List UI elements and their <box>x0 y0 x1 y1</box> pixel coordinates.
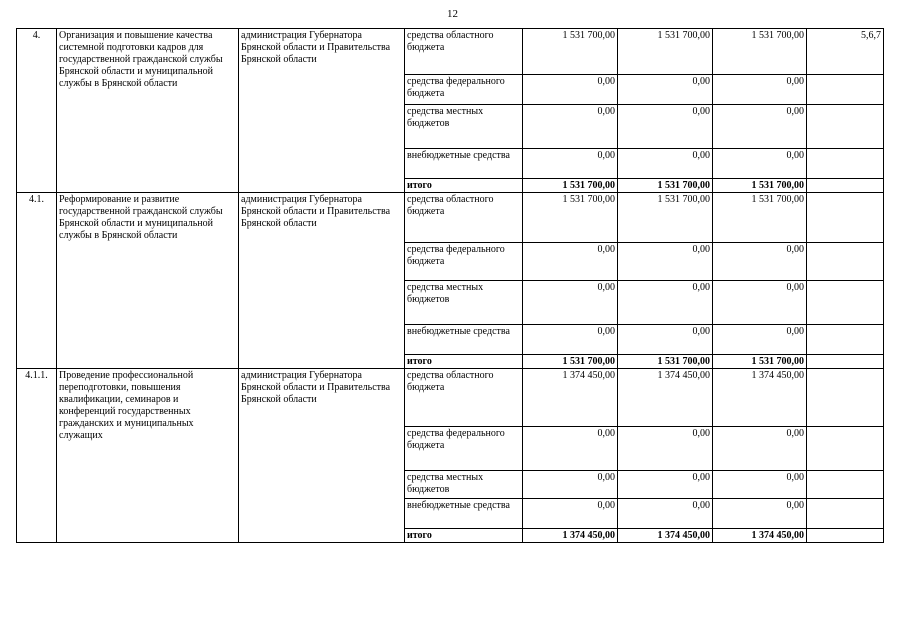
item-note-empty <box>807 105 884 149</box>
amount-year-1: 1 531 700,00 <box>523 193 618 243</box>
amount-year-3: 0,00 <box>713 325 807 355</box>
funding-source: средства местных бюджетов <box>405 105 523 149</box>
amount-year-3: 0,00 <box>713 243 807 281</box>
amount-year-2: 0,00 <box>618 281 713 325</box>
item-note-empty <box>807 499 884 529</box>
item-note: 5,6,7 <box>807 29 884 75</box>
item-note-empty <box>807 75 884 105</box>
amount-year-1: 0,00 <box>523 149 618 179</box>
amount-year-2: 0,00 <box>618 75 713 105</box>
amount-year-2: 0,00 <box>618 499 713 529</box>
funding-source: средства федерального бюджета <box>405 243 523 281</box>
item-name: Проведение профессиональной переподготовки, повышения квалификации, семинаров и конференций государственных гражданских и муниципальных служащих <box>57 369 239 543</box>
amount-year-1: 0,00 <box>523 243 618 281</box>
table-row <box>17 193 884 243</box>
amount-year-2: 0,00 <box>618 105 713 149</box>
amount-year-3: 0,00 <box>713 281 807 325</box>
item-number: 4. <box>17 29 57 193</box>
amount-year-2: 0,00 <box>618 427 713 471</box>
amount-year-1: 0,00 <box>523 281 618 325</box>
item-note-empty <box>807 529 884 543</box>
item-executor: администрация Губернатора Брянской области и Правительства Брянской области <box>239 193 405 369</box>
amount-year-2: 0,00 <box>618 243 713 281</box>
funding-source: средства областного бюджета <box>405 29 523 75</box>
amount-year-3: 1 374 450,00 <box>713 369 807 427</box>
amount-year-2: 1 374 450,00 <box>618 369 713 427</box>
funding-source: внебюджетные средства <box>405 325 523 355</box>
item-executor: администрация Губернатора Брянской области и Правительства Брянской области <box>239 369 405 543</box>
amount-year-3: 1 531 700,00 <box>713 29 807 75</box>
funding-source: средства местных бюджетов <box>405 471 523 499</box>
amount-year-3: 0,00 <box>713 499 807 529</box>
amount-year-3: 0,00 <box>713 427 807 471</box>
amount-year-3: 0,00 <box>713 75 807 105</box>
amount-year-1: 0,00 <box>523 427 618 471</box>
amount-year-1: 1 374 450,00 <box>523 369 618 427</box>
item-note <box>807 193 884 243</box>
item-number: 4.1.1. <box>17 369 57 543</box>
amount-year-2: 0,00 <box>618 325 713 355</box>
amount-year-2: 1 531 700,00 <box>618 355 713 369</box>
amount-year-1: 1 531 700,00 <box>523 355 618 369</box>
funding-source: итого <box>405 529 523 543</box>
funding-source: средства местных бюджетов <box>405 281 523 325</box>
amount-year-2: 1 531 700,00 <box>618 193 713 243</box>
item-note-empty <box>807 243 884 281</box>
funding-source: средства областного бюджета <box>405 193 523 243</box>
funding-source: итого <box>405 179 523 193</box>
amount-year-3: 1 374 450,00 <box>713 529 807 543</box>
item-note-empty <box>807 179 884 193</box>
page-number: 12 <box>447 8 458 20</box>
amount-year-3: 1 531 700,00 <box>713 193 807 243</box>
funding-source: средства федерального бюджета <box>405 427 523 471</box>
item-note-empty <box>807 281 884 325</box>
amount-year-3: 0,00 <box>713 149 807 179</box>
amount-year-1: 0,00 <box>523 105 618 149</box>
item-executor: администрация Губернатора Брянской области и Правительства Брянской области <box>239 29 405 193</box>
item-name: Организация и повышение качества системной подготовки кадров для государственной гражданской службы Брянской области и муниципальной службы в Брянской области <box>57 29 239 193</box>
item-name: Реформирование и развитие государственной гражданской службы Брянской области и муниципальной службы в Брянской области <box>57 193 239 369</box>
funding-source: средства федерального бюджета <box>405 75 523 105</box>
amount-year-1: 1 531 700,00 <box>523 29 618 75</box>
funding-source: средства областного бюджета <box>405 369 523 427</box>
amount-year-2: 1 374 450,00 <box>618 529 713 543</box>
amount-year-1: 1 374 450,00 <box>523 529 618 543</box>
amount-year-3: 0,00 <box>713 105 807 149</box>
item-number: 4.1. <box>17 193 57 369</box>
funding-source: итого <box>405 355 523 369</box>
table-row <box>17 29 884 75</box>
table-row <box>17 369 884 427</box>
amount-year-2: 1 531 700,00 <box>618 29 713 75</box>
amount-year-1: 0,00 <box>523 499 618 529</box>
item-note-empty <box>807 355 884 369</box>
amount-year-1: 0,00 <box>523 325 618 355</box>
funding-source: внебюджетные средства <box>405 499 523 529</box>
amount-year-1: 0,00 <box>523 75 618 105</box>
funding-source: внебюджетные средства <box>405 149 523 179</box>
item-note-empty <box>807 471 884 499</box>
item-note-empty <box>807 427 884 471</box>
amount-year-1: 1 531 700,00 <box>523 179 618 193</box>
amount-year-1: 0,00 <box>523 471 618 499</box>
item-note-empty <box>807 325 884 355</box>
amount-year-3: 0,00 <box>713 471 807 499</box>
amount-year-2: 0,00 <box>618 471 713 499</box>
item-note-empty <box>807 149 884 179</box>
amount-year-3: 1 531 700,00 <box>713 179 807 193</box>
amount-year-2: 1 531 700,00 <box>618 179 713 193</box>
item-note <box>807 369 884 427</box>
amount-year-3: 1 531 700,00 <box>713 355 807 369</box>
amount-year-2: 0,00 <box>618 149 713 179</box>
budget-table <box>16 28 884 543</box>
